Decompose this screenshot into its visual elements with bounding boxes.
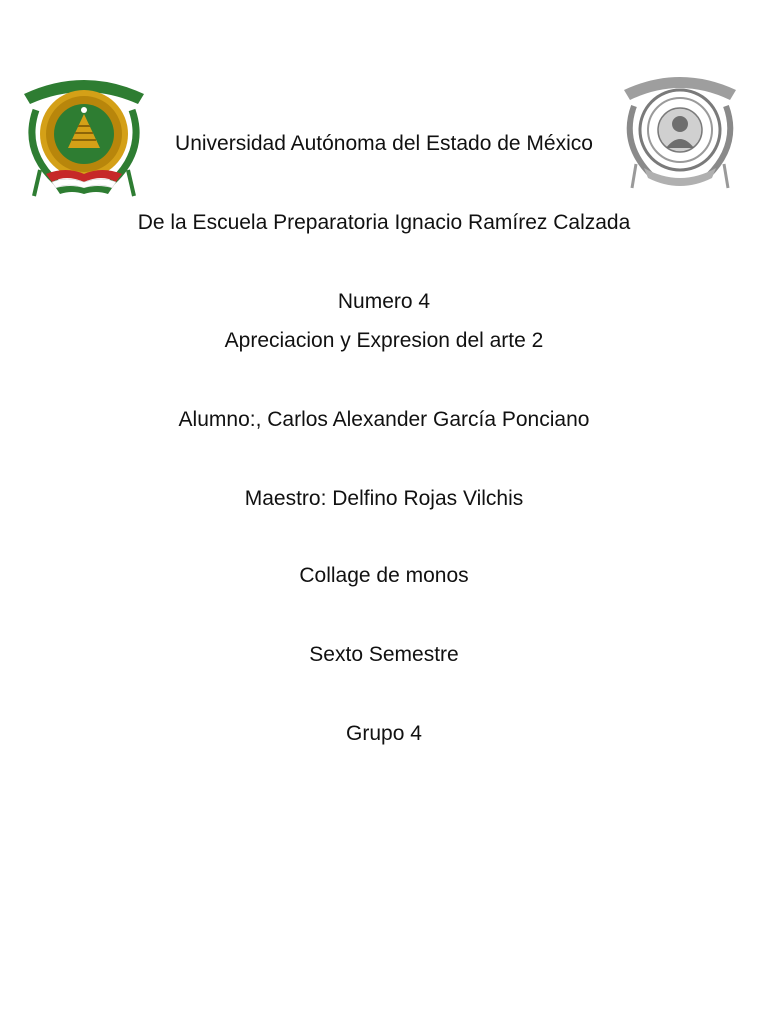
school-number: Numero 4 bbox=[337, 290, 431, 313]
assignment-title: Collage de monos bbox=[299, 564, 469, 587]
group: Grupo 4 bbox=[346, 722, 422, 745]
student-name: Alumno:, Carlos Alexander García Ponciano bbox=[178, 408, 590, 431]
subject-name: Apreciacion y Expresion del arte 2 bbox=[224, 329, 544, 352]
semester: Sexto Semestre bbox=[309, 643, 459, 666]
school-name: De la Escuela Preparatoria Ignacio Ramírez Calzada bbox=[137, 211, 631, 234]
uaem-gray-seal-logo bbox=[616, 68, 744, 192]
university-title: Universidad Autónoma del Estado de México bbox=[175, 132, 593, 155]
teacher-name: Maestro: Delfino Rojas Vilchis bbox=[244, 487, 524, 510]
